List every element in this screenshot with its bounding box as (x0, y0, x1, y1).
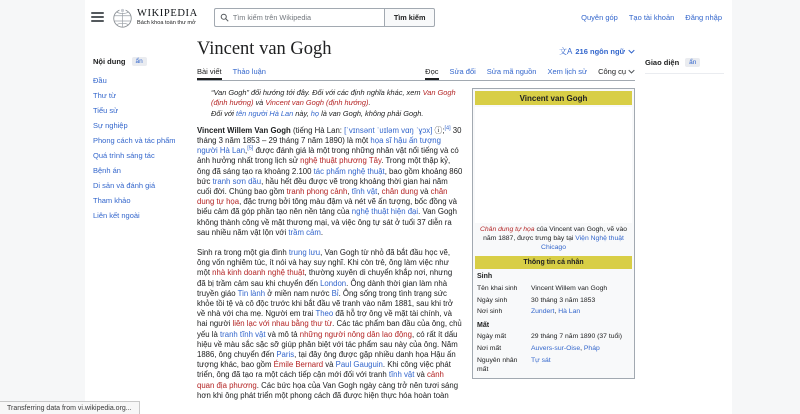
infobox-row-value (529, 332, 632, 344)
wikipedia-globe-icon (112, 7, 133, 28)
search-form (214, 8, 436, 27)
article-text: . Ông sống trong tình trạng sức khỏe tồi tệ và cô độc trước khi bắt đầu vẽ tranh vào năm 1881, sau khi trở về nhà với cha mẹ. Người em trai (197, 288, 453, 319)
search-button[interactable]: Tìm kiếm (384, 8, 436, 27)
article-tab-bar (197, 64, 635, 81)
toc-item[interactable]: Thư từ (93, 91, 116, 100)
tab-thảo-luận[interactable]: Thảo luận (232, 67, 266, 76)
infobox-title: Vincent van Gogh (475, 91, 632, 105)
article-text: . Các tác phẩm ban đầu của ông, chủ yếu là (197, 319, 462, 339)
personal-links (581, 13, 722, 22)
chevron-down-icon (628, 69, 635, 74)
article-link[interactable]: nhà kinh doanh nghệ thuật (212, 268, 305, 278)
article-text: và (253, 97, 266, 107)
tab-sửa-đổi[interactable]: Sửa đổi (449, 67, 476, 76)
article-link[interactable]: họ (310, 109, 320, 119)
article-text: Vincent Willem van Gogh (531, 284, 608, 292)
tab-sửa-mã-nguồn[interactable]: Sửa mã nguồn (486, 67, 537, 76)
article-link[interactable]: cảnh quan địa phương (197, 370, 444, 390)
infobox-row (475, 283, 632, 295)
site-header (85, 0, 732, 34)
article-link[interactable]: tác phẩm nghệ thuật (313, 166, 385, 176)
infobox-row-label: Nguyên nhân mất (477, 357, 518, 373)
infobox-row-label: Nơi sinh (477, 308, 503, 316)
article-text: , (580, 345, 584, 353)
article-link[interactable]: chân dung (381, 187, 419, 196)
article-link[interactable]: Paris (276, 350, 295, 360)
appearance-title: Giao diện (645, 58, 680, 67)
infobox-row-label: Tên khai sinh (477, 284, 518, 292)
article-link[interactable]: nghệ thuật hiện đại (351, 207, 419, 217)
article-link[interactable]: Van Gogh (định hướng) (211, 88, 456, 107)
article-text: , (377, 187, 382, 196)
search-icon (220, 13, 229, 22)
article-text: , (245, 146, 248, 156)
article-link[interactable]: Hà Lan (558, 308, 581, 316)
article-link[interactable]: tranh tĩnh vật (219, 329, 266, 339)
article-link[interactable]: trầm cảm (288, 227, 321, 237)
article-link[interactable]: Chân dung tự họa (479, 226, 535, 233)
article-text: , (347, 187, 352, 196)
article-text: . Van Gogh không thành công về mặt thương mại, và việc ông tự sát ở tuổi 37 diễn ra sau nhiều năm vật lộn với (197, 207, 457, 237)
infobox-row (475, 307, 632, 319)
infobox-row (475, 344, 632, 356)
appearance-panel (645, 34, 732, 411)
article-link[interactable]: tĩnh vật (351, 187, 378, 196)
article-link[interactable]: Viện Nghệ thuật Chicago (541, 235, 624, 251)
reference-link[interactable]: [4] (444, 125, 451, 132)
article-link[interactable]: họa sĩ hậu ấn tượng người Hà Lan (197, 135, 441, 156)
article-link[interactable]: liên lạc với nhau bằng thư từ (232, 319, 333, 329)
article-link[interactable]: Zundert (531, 308, 555, 316)
page-columns (85, 34, 732, 411)
article-text: , thường xuyên di chuyển khắp nơi, nhưng đã bị trầm cảm sau khi chuyển đến (197, 268, 453, 288)
site-tagline: Bách khoa toàn thư mở (137, 20, 196, 26)
languages-label: 216 ngôn ngữ (575, 47, 625, 56)
article-content (197, 81, 635, 401)
tabs-right (414, 64, 635, 80)
article-link[interactable]: tranh sơn dầu (212, 176, 262, 186)
toc-item[interactable]: Đầu (93, 76, 107, 85)
article-link[interactable]: trung lưu (288, 248, 321, 258)
article-link[interactable]: chân dung tự họa (197, 187, 448, 207)
language-icon: 文A (559, 47, 573, 56)
tab-xem-lịch-sử[interactable]: Xem lịch sử (547, 67, 588, 76)
toc-item[interactable]: Tiểu sử (93, 106, 119, 115)
wikipedia-logo[interactable] (112, 7, 198, 28)
site-wordmark: WIKIPEDIA (137, 8, 198, 19)
infobox-caption (475, 224, 632, 255)
infobox-row-label: Ngày mất (477, 333, 507, 341)
infobox-row (475, 319, 632, 332)
article-text: là van Gogh, không phải Gogh. (319, 109, 424, 119)
tab-công-cụ[interactable]: Công cụ (598, 64, 635, 80)
article-text: . (368, 97, 371, 107)
search-input[interactable] (214, 8, 384, 27)
article-text: “Van Gogh” đổi hướng tới đây. Đối với các định nghĩa khác, xem (211, 88, 423, 97)
infobox-row-value (529, 344, 632, 356)
article-text: , bao gồm khoảng 860 bức (197, 166, 463, 186)
article-link[interactable]: Tự sát (531, 357, 551, 365)
chevron-down-icon (628, 49, 635, 54)
toc-title: Nội dung (93, 57, 126, 66)
toc-item[interactable]: Liên kết ngoài (93, 211, 140, 220)
article-text: này, (293, 109, 311, 119)
article-bold-text: Vincent Willem Van Gogh (197, 125, 291, 135)
infobox-subheader: Thông tin cá nhân (475, 256, 632, 269)
article-text: 29 tháng 7 năm 1890 (37 tuổi) (531, 333, 623, 341)
article-link[interactable]: những người nông dân lao động (299, 329, 412, 339)
article-link[interactable]: Theo (315, 309, 334, 319)
infobox-row (475, 270, 632, 283)
article-text: Sinh ra trong một gia đình (197, 248, 289, 258)
article-text: , (554, 308, 559, 316)
article-text: và (323, 360, 336, 370)
infobox-row-value (529, 356, 632, 377)
article-text: , có rất ít dấu hiệu về màu sắc sặc sỡ giúp phân biệt với tác phẩm sau này của ông. Năm 1886, ông chuyển đến (197, 329, 458, 360)
article-text: và (418, 187, 431, 196)
article-text: đã hỗ trợ ông về mặt tài chính, và hai người (197, 309, 452, 329)
article-link[interactable]: [ˈvɪnsənt ˈʋɪləm vɑŋ ˈɣɔx] (344, 125, 433, 135)
infobox-row (475, 356, 632, 377)
search-placeholder: Tìm kiếm trên Wikipedia (232, 12, 312, 22)
infobox-portrait-image[interactable] (475, 107, 632, 223)
article-text: và (414, 370, 427, 380)
toc-item[interactable]: Phong cách và tác phẩm (93, 136, 176, 145)
infobox-row-value (529, 307, 632, 319)
article-text: , hầu hết đều được vẽ trong khoảng thời gian hai năm cuối đời. Chúng bao gồm (197, 176, 448, 196)
article-link[interactable]: Vincent van Gogh (định hướng) (265, 97, 369, 107)
tab-đọc[interactable]: Đọc (425, 64, 438, 80)
infobox-section-label: Mất (477, 321, 490, 329)
infobox-row (475, 332, 632, 344)
article-text: và mô tả (265, 329, 300, 339)
toc-item[interactable]: Bệnh án (93, 166, 121, 175)
tab-bài-viết[interactable]: Bài viết (197, 64, 222, 80)
infobox-table (475, 270, 632, 376)
toc-list (93, 73, 191, 223)
article-text: 30 tháng 3 năm 1853 (531, 296, 596, 304)
article-link[interactable]: Pháp (583, 345, 600, 353)
article-link[interactable]: Paul Gauguin (335, 360, 383, 370)
article-text: (tiếng Hà Lan: (290, 125, 345, 135)
article-text: 30 tháng 3 năm 1853 – 29 tháng 7 năm 1890) là một (197, 125, 462, 145)
article-link[interactable]: tranh phong cảnh (286, 187, 348, 196)
article-text: của Vincent van Gogh, vẽ vào năm 1887, được trưng bày tại (483, 226, 628, 242)
personal-link[interactable]: Quyên góp (581, 12, 618, 22)
toc-item[interactable]: Quá trình sáng tác (93, 151, 155, 160)
article-text: . (320, 227, 324, 237)
personal-link[interactable]: Đăng nhập (685, 12, 722, 22)
toc-item[interactable]: Tham khảo (93, 196, 131, 205)
article-link[interactable]: tĩnh vật (388, 370, 415, 380)
infobox-section-label: Sinh (477, 273, 493, 280)
infobox-row-value (529, 295, 632, 307)
wikipedia-page (85, 0, 732, 414)
infobox-row (475, 295, 632, 307)
article-text: Đối với (211, 109, 237, 119)
article-link[interactable]: Auvers-sur-Oise (531, 345, 581, 353)
article-link[interactable]: tên người Hà Lan (236, 109, 294, 119)
infobox-row-value (529, 283, 632, 295)
main-menu-icon[interactable] (91, 12, 104, 22)
browser-status-bar: Transferring data from vi.wikipedia.org... (0, 401, 140, 414)
article-text: ở miền nam nước (265, 288, 332, 298)
appearance-hide-button[interactable]: ẩn (685, 58, 700, 67)
article-text: . Ông dành thời gian làm nhà truyền giáo (197, 278, 448, 298)
article-link[interactable]: Tin lành (237, 288, 266, 298)
article-text: ⓘ; (432, 125, 445, 135)
article-text: . Khi công việc phát triển, ông đã tạo ra một cách tiếp cận mới đối với tranh (197, 360, 451, 380)
article-text: . Các bức họa của Van Gogh ngày càng trở nên tươi sáng hơn khi ông phát triển một phong cách đã được hiện thực hóa hoàn toàn (197, 380, 459, 400)
infobox (472, 88, 635, 379)
reference-link[interactable]: [5] (247, 145, 254, 152)
page-title: Vincent van Gogh (197, 39, 332, 59)
tabs-left (197, 64, 277, 80)
toc-hide-button[interactable]: ẩn (132, 57, 147, 66)
article-text: , đặc trưng bởi tông màu đậm và nét vẽ ấn tượng, bốc đồng và biểu cảm đã góp phần tạo nên nền tảng của (197, 197, 457, 217)
languages-button[interactable] (559, 46, 635, 59)
article-text: , tại đây ông được gặp nhiều danh họa Hậu ấn tượng khác, bao gồm (197, 350, 456, 370)
personal-link[interactable]: Tạo tài khoản (628, 12, 675, 22)
infobox-row-label: Ngày sinh (477, 296, 508, 304)
infobox-row-label: Nơi mất (477, 345, 502, 353)
article-link[interactable]: Émile Bernard (273, 360, 324, 370)
toc-item[interactable]: Di sản và đánh giá (93, 181, 156, 190)
article-link[interactable]: Bỉ (331, 288, 339, 298)
toc-item[interactable]: Sự nghiệp (93, 121, 128, 130)
article-text: . Trong một thập kỷ, ông đã sáng tạo ra khoảng 2.100 (197, 156, 451, 176)
toc-sidebar (85, 34, 195, 411)
article-link[interactable]: London (320, 278, 347, 288)
article-column (195, 34, 645, 411)
wordmark-block (137, 8, 198, 26)
article-text: , Van Gogh từ nhỏ đã bắt đầu học vẽ, ông vốn nghiêm túc, ít nói và hay suy nghĩ. Khi còn trẻ, ông làm việc như một (197, 248, 451, 278)
article-link[interactable]: nghệ thuật phương Tây (300, 156, 382, 166)
article-text: được đánh giá là một trong những nhân vật nổi tiếng và có ảnh hưởng nhất trong lịch sử (197, 146, 459, 166)
